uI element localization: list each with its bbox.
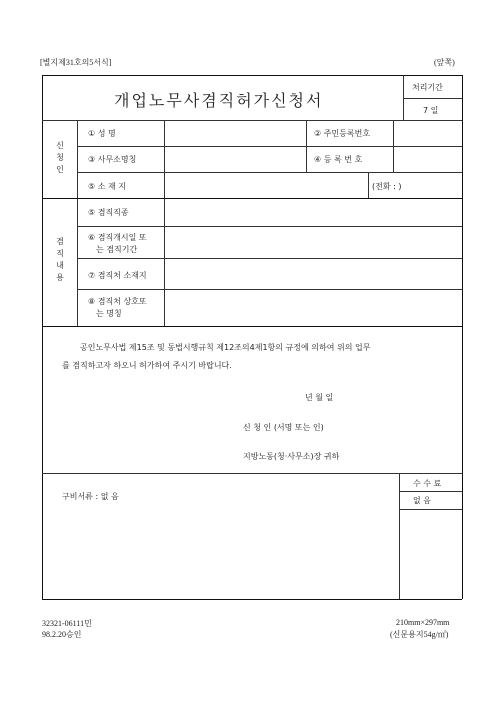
statement-line-1: 공인노무사법 제15조 및 동법시행규칙 제12조의4제1항의 규정에 의하여 위의 업무 (80, 343, 371, 352)
office-name-field[interactable] (166, 148, 304, 170)
fee-label: 수 수 료 (413, 479, 442, 488)
approval-date: 98.2.20승인 (42, 630, 82, 639)
paper-type: (신문용지54g/㎡) (390, 630, 449, 639)
applicant-section-label: 신청인 (56, 141, 64, 174)
side-job-period-label-2: 는 겸직기간 (96, 245, 138, 254)
side-job-name-label-2: 는 명칭 (96, 309, 122, 318)
address-field[interactable] (166, 174, 366, 196)
page-side-label: (앞쪽) (434, 58, 455, 67)
addressee: 지방노동(청·사무소)장 귀하 (243, 452, 340, 461)
processing-period-value: 7 일 (423, 106, 439, 115)
applicant-signature-line: 신 청 인 (서명 또는 인) (243, 423, 324, 432)
side-job-location-field[interactable] (166, 260, 460, 287)
registration-number-label: ④ 등 록 번 호 (314, 155, 363, 164)
attachments-label: 구비서류 : 없 음 (62, 492, 119, 501)
fee-value: 없 음 (413, 496, 431, 505)
form-reference: [별지제31호의5서식] (40, 58, 112, 67)
resident-number-label: ② 주민등록번호 (314, 129, 371, 138)
side-job-type-label: ⑤ 겸직직종 (88, 208, 129, 217)
side-job-period-field[interactable] (166, 228, 460, 256)
name-label: ① 성 명 (88, 129, 116, 138)
phone-label: (전화 : ) (372, 182, 402, 191)
side-job-location-label: ⑦ 겸직처 소재지 (88, 271, 147, 280)
side-job-name-label: ⑧ 겸직처 상호또 (88, 297, 147, 306)
side-job-period-label: ⑥ 겸직개시일 또 (88, 233, 147, 242)
name-field[interactable] (166, 122, 304, 144)
processing-period-label: 처리기간 (412, 83, 443, 92)
form-title: 개업노무사겸직허가신청서 (114, 93, 324, 110)
side-job-name-field[interactable] (166, 291, 460, 324)
statement-line-2: 를 겸직하고자 하오니 허가하여 주시기 바랍니다. (62, 361, 232, 370)
form-code: 32321-06111민 (42, 619, 92, 628)
side-job-section-label: 겸직내용 (56, 237, 64, 282)
side-job-type-field[interactable] (166, 200, 460, 224)
paper-size: 210mm×297mm (396, 618, 450, 627)
registration-number-field[interactable] (395, 148, 460, 170)
address-label: ⑤ 소 재 지 (88, 182, 126, 191)
office-name-label: ③ 사무소명칭 (88, 155, 137, 164)
resident-number-field[interactable] (395, 122, 460, 144)
application-date: 년 월 일 (305, 393, 334, 402)
